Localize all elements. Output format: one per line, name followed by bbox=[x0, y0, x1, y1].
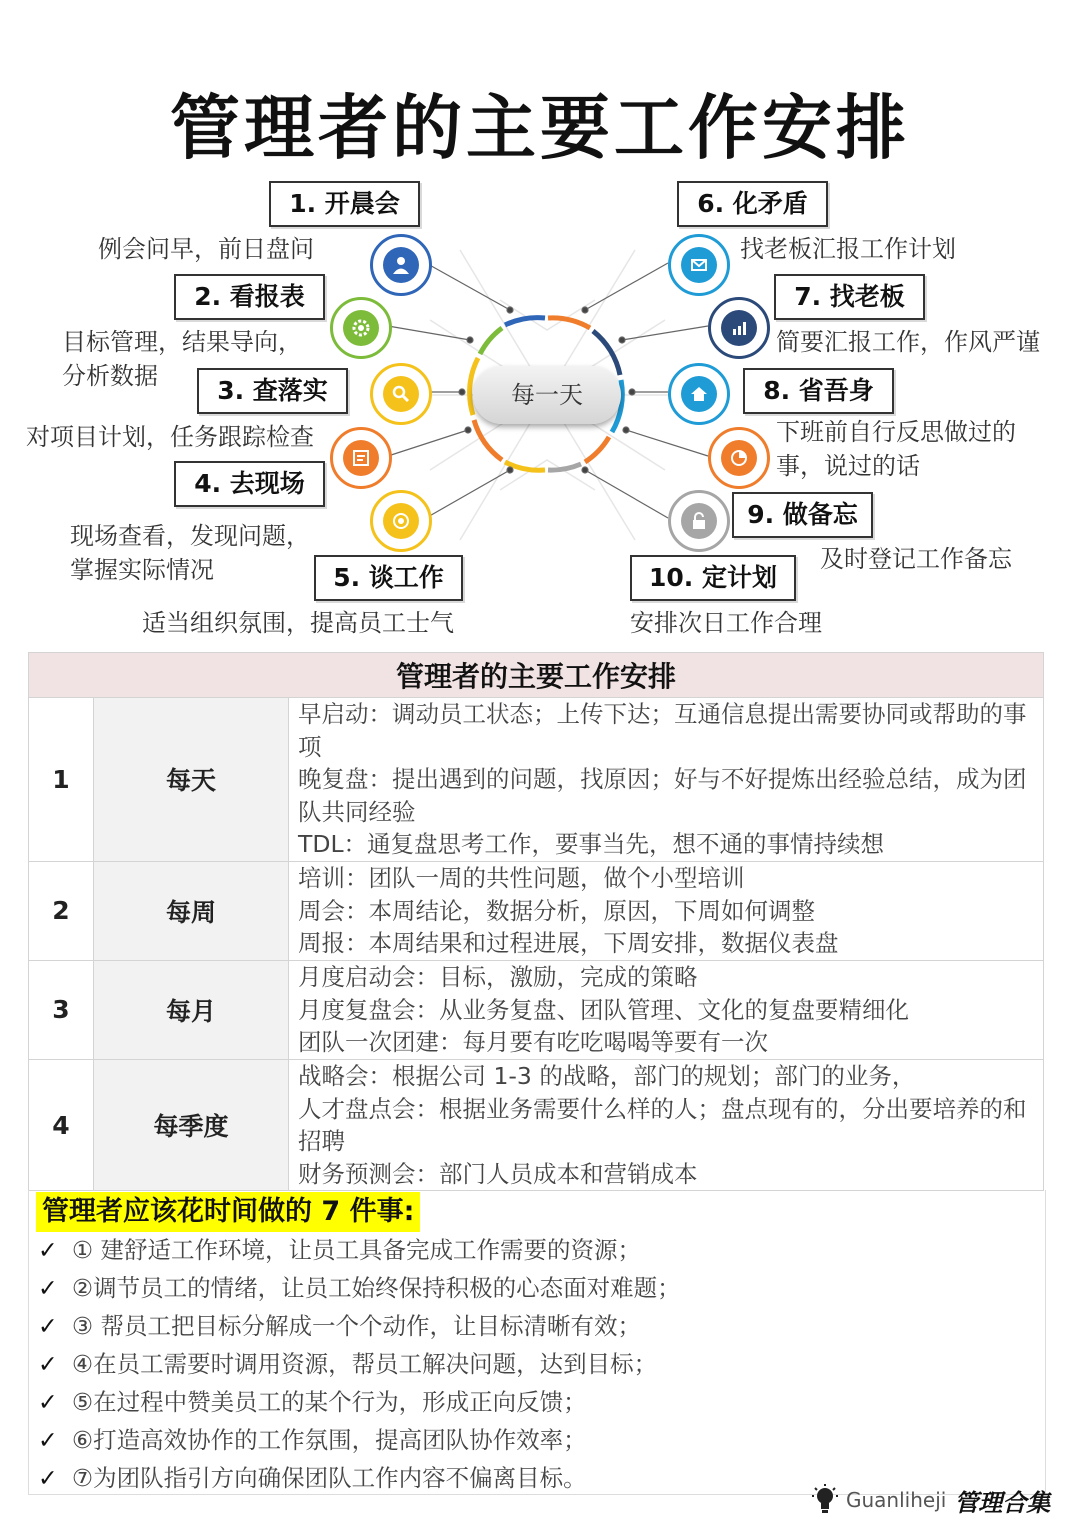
item-9-desc: 及时登记工作备忘 bbox=[820, 545, 1012, 573]
center-label: 每一天 bbox=[473, 366, 621, 424]
detail-line: 团队一次团建：每月要有吃吃喝喝等要有一次 bbox=[298, 1028, 768, 1057]
row-period: 每周 bbox=[94, 861, 289, 960]
brand-name-cn: 管理合集 bbox=[954, 1487, 1051, 1517]
detail-line: 月度复盘会：从业务复盘、团队管理、文化的复盘要精细化 bbox=[298, 995, 909, 1024]
item-1-label: 1. 开晨会 bbox=[269, 181, 420, 227]
home-icon bbox=[681, 376, 717, 412]
table-header-row bbox=[29, 653, 1044, 698]
item-2-label: 2. 看报表 bbox=[174, 274, 325, 320]
user-icon bbox=[383, 247, 419, 283]
list-item bbox=[38, 1270, 681, 1306]
row-number: 4 bbox=[29, 1059, 94, 1190]
item-3-desc: 对项目计划，任务跟踪检查 bbox=[26, 423, 314, 451]
list-item-text: ① 建舒适工作环境，让员工具备完成工作需要的资源； bbox=[72, 1236, 642, 1264]
row-details bbox=[289, 861, 1044, 960]
brand-logo bbox=[812, 1482, 1050, 1518]
seven-things-title: 管理者应该花时间做的 7 件事: bbox=[36, 1192, 420, 1232]
item-5-icon-circle bbox=[370, 490, 432, 552]
row-period: 每月 bbox=[94, 960, 289, 1059]
check-icon: ✓ bbox=[38, 1350, 58, 1378]
item-4-label: 4. 去现场 bbox=[174, 461, 325, 507]
mail-icon bbox=[681, 247, 717, 283]
item-10-icon-circle bbox=[668, 490, 730, 552]
item-5-desc: 适当组织氛围，提高员工士气 bbox=[142, 609, 454, 637]
list-item-text: ②调节员工的情绪，让员工始终保持积极的心态面对难题； bbox=[72, 1274, 681, 1302]
table-title: 管理者的主要工作安排 bbox=[29, 653, 1044, 698]
detail-line: 培训：团队一周的共性问题，做个小型培训 bbox=[298, 864, 745, 893]
item-1-desc: 例会问早，前日盘问 bbox=[98, 235, 314, 263]
list-item bbox=[38, 1460, 587, 1496]
schedule-table bbox=[28, 652, 1044, 1191]
list-item bbox=[38, 1232, 641, 1268]
table-row bbox=[29, 698, 1044, 862]
list-item bbox=[38, 1308, 641, 1344]
list-item-text: ④在员工需要时调用资源，帮员工解决问题，达到目标； bbox=[72, 1350, 658, 1378]
item-10-desc: 安排次日工作合理 bbox=[630, 609, 822, 637]
item-5-label: 5. 谈工作 bbox=[314, 555, 463, 601]
item-2-icon-circle bbox=[330, 297, 392, 359]
item-8-label: 8. 省吾身 bbox=[743, 368, 894, 414]
lock-icon bbox=[681, 503, 717, 539]
item-2-desc-line2: 分析数据 bbox=[62, 362, 158, 390]
item-8-desc-line2: 事，说过的话 bbox=[776, 452, 920, 480]
row-period: 每季度 bbox=[94, 1059, 289, 1190]
table-row bbox=[29, 861, 1044, 960]
list-item bbox=[38, 1422, 587, 1458]
row-details bbox=[289, 698, 1044, 862]
item-1-icon-circle bbox=[370, 234, 432, 296]
page-title: 管理者的主要工作安排 bbox=[170, 86, 910, 169]
search-icon bbox=[383, 376, 419, 412]
pie-icon bbox=[721, 440, 757, 476]
detail-line: 周报：本周结果和过程进展，下周安排，数据仪表盘 bbox=[298, 929, 839, 958]
daily-diagram bbox=[0, 0, 1080, 650]
check-icon: ✓ bbox=[38, 1388, 58, 1416]
item-7-desc: 简要汇报工作，作风严谨 bbox=[776, 328, 1040, 356]
list-item-text: ⑦为团队指引方向确保团队工作内容不偏离目标。 bbox=[72, 1464, 587, 1492]
check-icon: ✓ bbox=[38, 1464, 58, 1492]
detail-line: TDL：通复盘思考工作，要事当先，想不通的事情持续想 bbox=[298, 830, 885, 859]
item-4-icon-circle bbox=[330, 427, 392, 489]
check-icon: ✓ bbox=[38, 1426, 58, 1454]
item-6-desc: 找老板汇报工作计划 bbox=[740, 235, 956, 263]
chart-icon bbox=[721, 310, 757, 346]
detail-line: 人才盘点会：根据业务需要什么样的人；盘点现有的，分出要培养的和招聘 bbox=[298, 1094, 1027, 1156]
check-icon: ✓ bbox=[38, 1236, 58, 1264]
detail-line: 周会：本周结论，数据分析，原因，下周如何调整 bbox=[298, 896, 815, 925]
item-10-label: 10. 定计划 bbox=[630, 555, 796, 601]
detail-line: 晚复盘：提出遇到的问题，找原因；好与不好提炼出经验总结，成为团队共同经验 bbox=[298, 765, 1027, 826]
item-2-desc-line1: 目标管理，结果导向， bbox=[62, 328, 302, 356]
item-8-icon-circle bbox=[668, 363, 730, 425]
item-3-label: 3. 查落实 bbox=[197, 368, 348, 414]
row-number: 1 bbox=[29, 698, 94, 862]
list-item-text: ⑥打造高效协作的工作氛围，提高团队协作效率； bbox=[72, 1426, 587, 1454]
item-7-icon-circle bbox=[708, 297, 770, 359]
item-6-label: 6. 化矛盾 bbox=[677, 181, 828, 227]
item-8-desc-line1: 下班前自行反思做过的 bbox=[776, 418, 1016, 446]
item-6-icon-circle bbox=[668, 234, 730, 296]
row-number: 3 bbox=[29, 960, 94, 1059]
brand-name-en: Guanliheji bbox=[846, 1488, 947, 1512]
item-9-icon-circle bbox=[708, 427, 770, 489]
detail-line: 财务预测会：部门人员成本和营销成本 bbox=[298, 1159, 698, 1188]
item-7-label: 7. 找老板 bbox=[774, 274, 925, 320]
item-4-desc-line1: 现场查看，发现问题， bbox=[70, 522, 310, 550]
checklist-icon bbox=[343, 440, 379, 476]
row-number: 2 bbox=[29, 861, 94, 960]
item-9-label: 9. 做备忘 bbox=[732, 492, 873, 538]
list-item-text: ③ 帮员工把目标分解成一个个动作，让目标清晰有效； bbox=[72, 1312, 642, 1340]
lightbulb-icon bbox=[812, 1484, 838, 1516]
row-period: 每天 bbox=[94, 698, 289, 862]
check-icon: ✓ bbox=[38, 1274, 58, 1302]
list-item bbox=[38, 1384, 587, 1420]
detail-line: 月度启动会：目标，激励，完成的策略 bbox=[298, 963, 698, 992]
list-item bbox=[38, 1346, 657, 1382]
table-row bbox=[29, 960, 1044, 1059]
gear-icon bbox=[343, 310, 379, 346]
item-3-icon-circle bbox=[370, 363, 432, 425]
item-4-desc-line2: 掌握实际情况 bbox=[70, 556, 214, 584]
detail-line: 战略会：根据公司 1-3 的战略，部门的规划；部门的业务， bbox=[298, 1061, 916, 1090]
table-row bbox=[29, 1059, 1044, 1190]
list-item-text: ⑤在过程中赞美员工的某个行为，形成正向反馈； bbox=[72, 1388, 587, 1416]
target-icon bbox=[383, 503, 419, 539]
detail-line: 早启动：调动员工状态；上传下达；互通信息提出需要协同或帮助的事项 bbox=[298, 700, 1027, 761]
row-details bbox=[289, 1059, 1044, 1190]
check-icon: ✓ bbox=[38, 1312, 58, 1340]
row-details bbox=[289, 960, 1044, 1059]
